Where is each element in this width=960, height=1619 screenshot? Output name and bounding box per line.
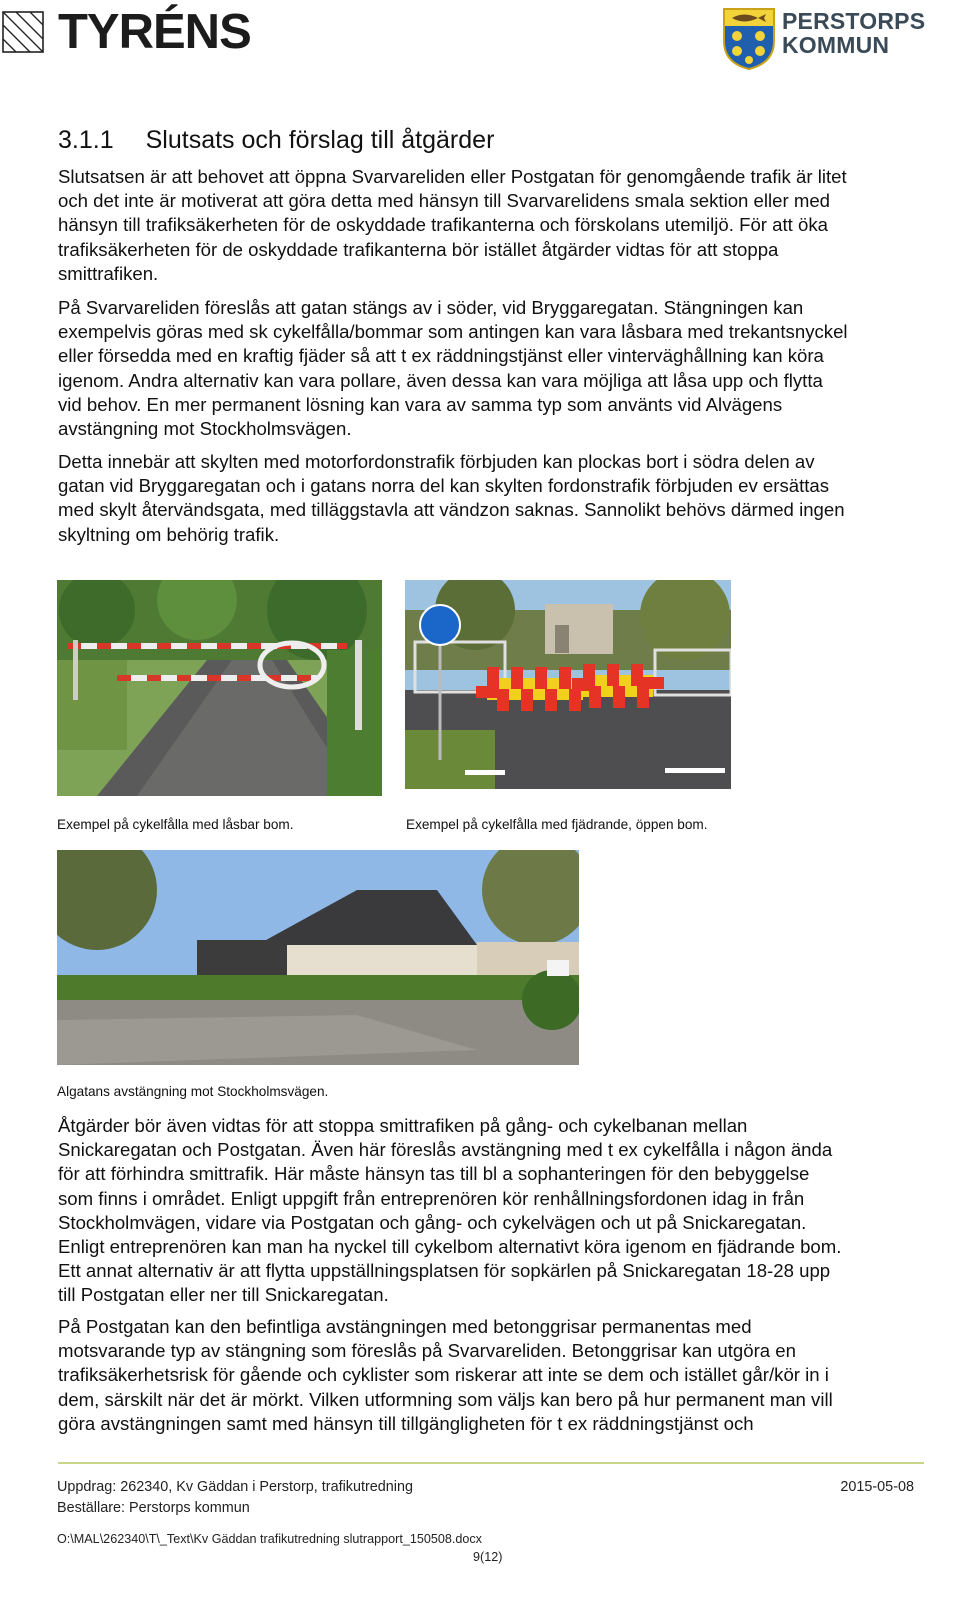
footer-client: Beställare: Perstorps kommun: [57, 1500, 250, 1516]
section-number: 3.1.1: [58, 126, 114, 154]
footer-file-path: O:\MAL\262340\T\_Text\Kv Gäddan trafikutredning slutrapport_150508.docx: [57, 1532, 482, 1546]
paragraph-2: På Svarvareliden föreslås att gatan stängs av i söder, vid Bryggaregatan. Stängningen kan exempelvis göras med sk cykelfålla/bommar som antingen kan vara låsbara med trekantsnyckel eller försedda med en kraftig fjäder så att t ex räddningstjänst eller vinterväghållning kan köra igenom. Andra alternativ kan vara pollare, även dessa kan vara möjliga att låsa upp och flytta vid behov. En mer permanent lösning kan vara av samma typ som använts vid Alvägens avstängning mot Stockholmsvägen.: [58, 297, 848, 440]
photo-algatan-closure: [57, 850, 579, 1065]
tyrens-logo-text: TYRÉNS: [58, 4, 251, 59]
photo-spring-barrier: [405, 580, 731, 789]
paragraph-4: Åtgärder bör även vidtas för att stoppa smittrafiken på gång- och cykelbanan mellan Snickaregatan och Postgatan. Även här föreslås avstängning med t ex cykelfålla i någon ända för att förhindra smittrafik. Här måste hänsyn tas till bl a sophanteringen för den bebyggelse som finns i området. Enligt uppgift från entreprenören kör renhållningsfordonen idag in från Stockholmvägen, vidare via Postgatan och gång- och cykelvägen och ut på Snickaregatan. Enligt entreprenören kan man ha nyckel till cykelbom alternativt köra igenom en fjädrande bom. Ett annat alternativ är att flytta uppställningsplatsen för sopkärlen på Snickaregatan 18-28 upp till Postgatan eller ner till Snickaregatan.: [58, 1115, 842, 1306]
section-title: Slutsats och förslag till åtgärder: [145, 126, 495, 154]
photo-3-caption: Algatans avstängning mot Stockholmsvägen.: [57, 1084, 329, 1099]
paragraph-1: Slutsatsen är att behovet att öppna Svarvareliden eller Postgatan för genomgående trafik är litet och det inte är motiverat att göra detta med hänsyn till Svarvarelidens smala sektion eller med hänsyn till trafiksäkerheten för de oskyddade trafikanterna och förskolans utemiljö. För att öka trafiksäkerheten för de oskyddade trafikanterna bör istället åtgärder vidtas för att stoppa smittrafiken.: [58, 166, 847, 284]
logo-line-1: PERSTORPS: [782, 8, 926, 34]
section-heading: [58, 126, 494, 155]
footer-date: 2015-05-08: [840, 1479, 914, 1495]
tyrens-logo-mark-icon: [2, 11, 44, 53]
perstorps-kommun-logo: [722, 7, 925, 71]
footer-page-number: 9(12): [473, 1550, 503, 1564]
logo-line-2: KOMMUN: [782, 32, 890, 58]
coat-of-arms-icon: [722, 7, 776, 71]
photo-2-caption: Exempel på cykelfålla med fjädrande, öppen bom.: [406, 817, 708, 832]
tyrens-logo: [0, 6, 251, 58]
paragraph-3: Detta innebär att skylten med motorfordonstrafik förbjuden kan plockas bort i södra delen av gatan vid Bryggaregatan och i gatans norra del kan skylten fordonstrafik förbjuden ev ersättas med skylt återvändsgata, med tilläggstavla att vändzon saknas. Sannolikt behövs därmed ingen skyltning om behörig trafik.: [58, 451, 845, 545]
footer-assignment: Uppdrag: 262340, Kv Gäddan i Perstorp, trafikutredning: [57, 1479, 413, 1495]
photo-1-caption: Exempel på cykelfålla med låsbar bom.: [57, 817, 294, 832]
perstorps-kommun-wordmark: [782, 9, 925, 57]
photo-lockable-barrier: [57, 580, 382, 796]
paragraph-5: På Postgatan kan den befintliga avstängningen med betonggrisar permanentas med motsvarande typ av stängning som föreslås på Svarvareliden. Betonggrisar kan utgöra en trafiksäkerhetsrisk för gående och cyklister som riskerar att inte se dem och istället går/kör in i dem, särskilt när det är mörkt. Vilken utformning som väljs kan bero på hur permanent man vill göra avstängningen samt med hänsyn till tillgängligheten för t ex räddningstjänst och: [58, 1316, 833, 1434]
footer-divider: [58, 1462, 924, 1464]
